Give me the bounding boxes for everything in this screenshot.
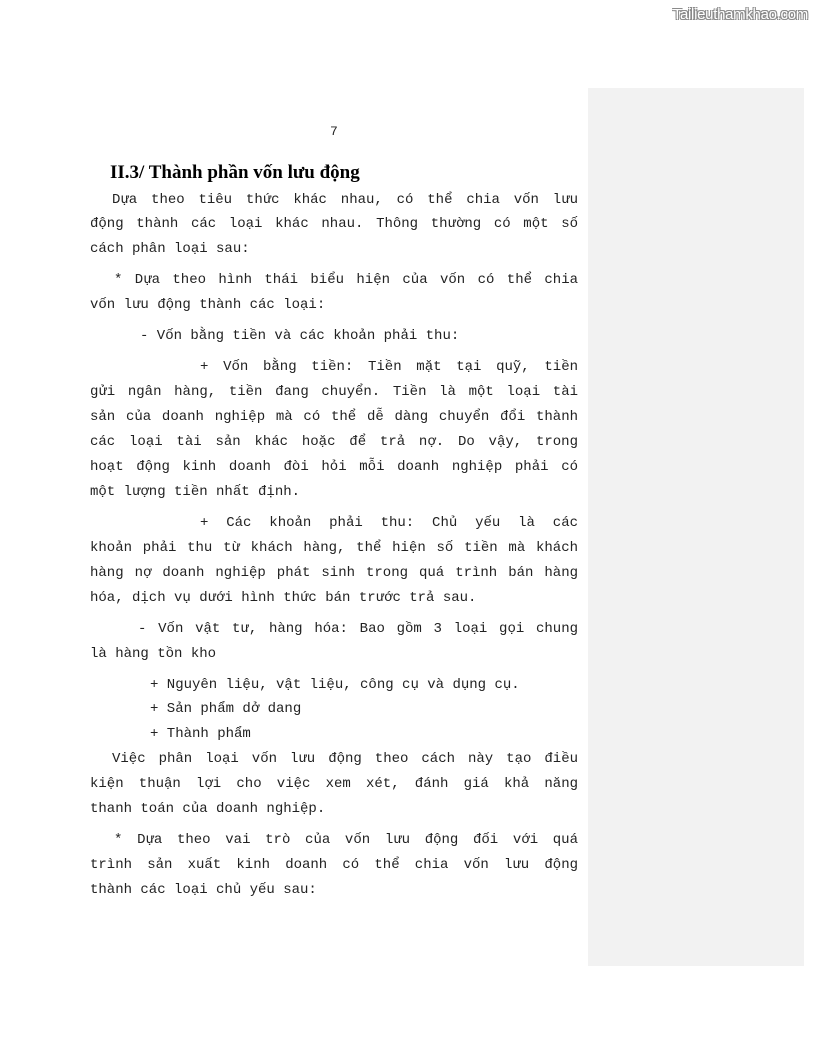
text-line: là hàng tồn kho (90, 646, 217, 662)
watermark: Tailieuthamkhao.com (672, 6, 808, 23)
text-line: * Dựa theo hình thái biểu hiện của vốn có thể chia (114, 272, 578, 288)
text-line: khoản phải thu từ khách hàng, thể hiện số tiền mà khách (90, 540, 578, 556)
text-line: - Vốn vật tư, hàng hóa: Bao gồm 3 loại gọi chung (138, 621, 578, 637)
text-line: + Thành phẩm (150, 726, 251, 742)
text-line: hoạt động kinh doanh đòi hỏi mỗi doanh nghiệp phải có (90, 459, 578, 475)
text-line: trình sản xuất kinh doanh có thể chia vốn lưu động (90, 857, 578, 873)
text-line: thành các loại chủ yếu sau: (90, 882, 317, 898)
text-line: Dựa theo tiêu thức khác nhau, có thể chia vốn lưu (112, 192, 578, 208)
text-line: + Vốn bằng tiền: Tiền mặt tại quỹ, tiền (200, 359, 578, 375)
text-line: động thành các loại khác nhau. Thông thường có một số (90, 216, 578, 232)
text-line: thanh toán của doanh nghiệp. (90, 801, 326, 817)
text-line: Việc phân loại vốn lưu động theo cách này tạo điều (112, 751, 578, 767)
text-line: * Dựa theo vai trò của vốn lưu động đối với quá (114, 832, 578, 848)
text-line: cách phân loại sau: (90, 241, 250, 257)
section-heading: II.3/ Thành phần vốn lưu động (110, 162, 360, 183)
text-line: gửi ngân hàng, tiền đang chuyển. Tiền là một loại tài (90, 384, 578, 400)
text-line: + Các khoản phải thu: Chủ yếu là các (200, 515, 578, 531)
page-number: 7 (330, 124, 338, 139)
text-line: + Sản phẩm dở dang (150, 701, 302, 717)
text-line: + Nguyên liệu, vật liệu, công cụ và dụng cụ. (150, 677, 520, 693)
text-line: một lượng tiền nhất định. (90, 484, 301, 500)
text-line: các loại tài sản khác hoặc để trả nợ. Do vậy, trong (90, 434, 578, 450)
margin-panel (588, 88, 804, 966)
text-line: sản của doanh nghiệp mà có thể dễ dàng chuyển đổi thành (90, 409, 578, 425)
text-line: hàng nợ doanh nghiệp phát sinh trong quá trình bán hàng (90, 565, 578, 581)
text-line: kiện thuận lợi cho việc xem xét, đánh giá khả năng (90, 776, 578, 792)
text-line: vốn lưu động thành các loại: (90, 297, 326, 313)
text-line: hóa, dịch vụ dưới hình thức bán trước trả sau. (90, 590, 477, 606)
text-line: - Vốn bằng tiền và các khoản phải thu: (140, 328, 460, 344)
